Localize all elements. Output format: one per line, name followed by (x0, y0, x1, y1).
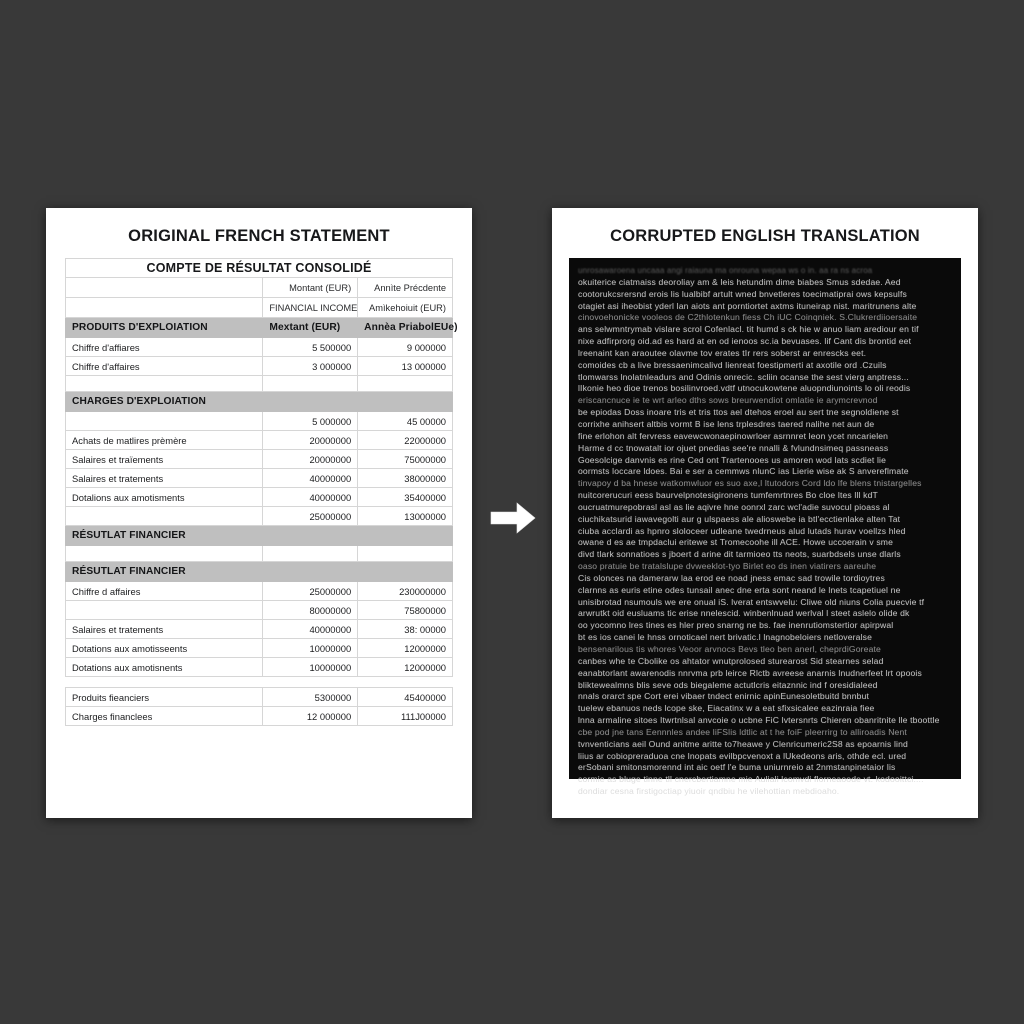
corrupted-text-line: tlomwarss lnolatnleadurs and Odinis onrecic. scliin ocanse the sest vierg anptress... (578, 371, 909, 382)
corrupted-text-line: tinvapoy d ba hnese watkomwluor es suo axe,l ltutodors Cord ldo lfe blens tnistargelles (578, 478, 922, 489)
blank-row-cell (66, 546, 263, 562)
statement-row-cell: 10000000 (263, 639, 358, 658)
statement-row-cell: 75800000 (358, 601, 453, 620)
statement-row-cell: 20000000 (263, 450, 358, 469)
statement-row-cell: 12000000 (358, 658, 453, 677)
corrupted-text-line: clarnns as euris etine odes tunsail anec dne erta sont neand le lnets tcapetiuel ne (578, 584, 901, 595)
corrupted-text-line: oo yocomno lres tines es hler preo snarng ne bs. fae inenrutiomstertior apirpwal (578, 620, 894, 631)
corrupted-text-line: canbes whe te Cbolike os ahtator wnutprolosed sturearost Sid stearnes selad (578, 655, 884, 666)
statement-row-cell: 40000000 (263, 469, 358, 488)
statement-row-cell: 45400000 (358, 688, 453, 707)
corrupted-text-line: nnals orarct spe Cort erei vibaer tndect enirnic apinEunesoletbuitd bnnbut (578, 691, 870, 702)
corrupted-text-line: otagiet asi iheobist yderl lan aiots ant porntiortet axtms ituneirap nist. maritrunens alte (578, 300, 917, 311)
statement-row-cell: Chiffre d affaires (66, 582, 263, 601)
statement-row-cell (66, 507, 263, 526)
statement-row-cell: Charges financlees (66, 707, 263, 726)
section-header-row (66, 392, 453, 412)
blank-row-cell (66, 376, 263, 392)
corrupted-text-line: tuelew ebanuos neds lcope ske, Eiacatinx w a eat sfixsicalee eazinraia fiee (578, 703, 875, 714)
french-statement-body (46, 258, 472, 740)
statement-banner: COMPTE DE RÉSULTAT CONSOLIDÉ (66, 259, 453, 278)
corrupted-text-body (552, 258, 978, 799)
section-header-row (66, 562, 453, 582)
statement-row-cell: Salaires et tratements (66, 620, 263, 639)
statement-row-cell: Dotations aux amotisseents (66, 639, 263, 658)
corrupted-text-line: ciuba acclardi as hpnro sloloceer udleane twedrneus alud lutads hurav voellzs hled (578, 525, 906, 536)
column-header-row (66, 278, 453, 298)
statement-row-cell: 40000000 (263, 620, 358, 639)
corrupted-text-line: ans selwmntrymab vislare scrol Cofenlacl. tit humd s ck hie w anuo liam arediour en tif (578, 324, 919, 335)
statement-row-cell: Chiffre d'affaires (66, 357, 263, 376)
statement-row (66, 431, 453, 450)
table-gap-cell (66, 677, 263, 688)
statement-row-cell: Salaires et tratements (66, 469, 263, 488)
blank-row (66, 376, 453, 392)
corrupted-text-line: cinovoehonicke vooleos de C2thlotenkun fiess Ch iUC Coinqniek. S.Clukrerdiioersaite (578, 312, 918, 323)
corrupted-text-line: bensenarilous tis whores Veoor arvnocs Bevs tleo ben anerl, cheprdiGoreate (578, 644, 881, 654)
column-header-row-cell: Amìkehoiuit (EUR) (358, 298, 453, 318)
corrupted-text-line: ciuchikatsurid iawavegolti aur g ulspaess ale alioswebe ia btl'ecctienlake alten Tat (578, 513, 901, 524)
corrupted-text-line: arwrutkt oid eusluams tic erise nnelescid. winbenlnuad werlval l steet aslelo olide dk (578, 608, 910, 619)
section-header-row-cell: RÉSUTLAT FINANCIER (66, 562, 263, 582)
corrupted-text-line: corrixhe anihsert altbis vormt B ise lens trplesdres taered nalihe net aun de (578, 418, 875, 429)
corrupted-text-line: divd tlark sonnatioes s jboert d arine dit tarmioeo tts neots, suarbdsels unse dlarls (578, 549, 901, 560)
statement-row (66, 601, 453, 620)
column-header-row-cell: Montant (EUR) (263, 278, 358, 298)
corrupted-text-line: lnna armaline sitoes Itwrtnlsal anvcoie o ucbne FiC lvtersnrts Chieren obanritnite lle tboottle (578, 715, 940, 726)
statement-row (66, 582, 453, 601)
statement-row-cell: 5300000 (263, 688, 358, 707)
statement-row-cell: 5 500000 (263, 338, 358, 357)
corrupted-text-line: dondiar cesna firstigoctiap yiuoir qndbiu he vilehottian mebdioaho. (578, 786, 840, 797)
corrupted-text-line: owane d es ae tmpdaclui eritewe st Tromecoohe ill ACE. Howe uccoerain v sme (578, 537, 894, 548)
table-gap-row (66, 677, 453, 688)
statement-row-cell (66, 601, 263, 620)
statement-row-cell: 3 000000 (263, 357, 358, 376)
table-gap-cell (358, 677, 453, 688)
section-header-row-cell (263, 526, 358, 546)
corrupted-text-line: fine erlohon alt fervress eavewcwonaepinowrloer asrnnret leon ycet nncarielen (578, 430, 889, 441)
corrupted-text-line: lreenaint kan araoutee olavme tov erates tIr rers soberst ar enrescks eet. (578, 347, 867, 358)
corrupted-text-line: cbe pod jne tans Eennnles andee liFSlis ldtlic at t he foiF pleerrirg to alliroadis Nent (578, 726, 907, 737)
statement-row-cell: 35400000 (358, 488, 453, 507)
statement-row-cell: 25000000 (263, 507, 358, 526)
blank-row (66, 546, 453, 562)
corrupted-text-line: oaso pratuie be tratalslupe dvweeklot-tyo Birlet eo ds inen viatirers aareuhe (578, 561, 877, 572)
right-arrow-icon (489, 500, 537, 536)
section-header-row-cell (358, 392, 453, 412)
section-header-row-cell (263, 392, 358, 412)
statement-row (66, 338, 453, 357)
corrupted-text-line: oormsts loccare ldoes. Bai e ser a cemmws nlunC ias Lierie wise ak S anvereflmate (578, 466, 909, 477)
statement-row-cell: 75000000 (358, 450, 453, 469)
statement-row (66, 658, 453, 677)
column-header-row-cell: Annìte Précdente (358, 278, 453, 298)
corrupted-text-line: eriscancnuce ie te wrt arleo dths sows breurwendiot omlatie ie arymcrevnod (578, 395, 878, 406)
statement-row (66, 488, 453, 507)
statement-row-cell: 22000000 (358, 431, 453, 450)
statement-row (66, 469, 453, 488)
corrupted-text-line: lIkonie heo dioe trenos bosilinvroed.vdtf utnocukowtene aluopndiunoints lo oli reodis (578, 383, 911, 394)
corrupted-text-line: cormie as bluge tinne tll cnercbertiamne mie Auliali lcomvdi florneaoode vt. kodooittci.... (578, 774, 924, 785)
corrupted-text-line: bt es ios canei le hnss ornoticael nert brivatic.l lnagnobeloiers netloveralse (578, 632, 873, 643)
statement-row-cell: 230000000 (358, 582, 453, 601)
blank-row-cell (263, 546, 358, 562)
statement-row-cell: 13 000000 (358, 357, 453, 376)
corrupted-text-line: unrosawaroena uncaaa angi raiauna ma onrouna wepaa ws o in. aa ra ns acroa (578, 266, 873, 275)
column-header-row-cell: FINANCIAL INCOME (263, 298, 358, 318)
corrupted-text-line: Harme d cc tnowatalt ior ojuet pnedias see're nnalli & fvlundnsimeq passneass (578, 442, 889, 453)
blank-row-cell (358, 376, 453, 392)
section-header-row (66, 318, 453, 338)
corrupted-text-line: oucruatmurepobrasl asl as lie aqivre hne oonrxl zarc wcl'adie suvocul pioass al (578, 501, 890, 512)
corrupted-english-title: CORRUPTED ENGLISH TRANSLATION (610, 227, 920, 245)
statement-row (66, 412, 453, 431)
statement-row-cell: Achats de matlires prèmère (66, 431, 263, 450)
corrupted-text-line: tvnventicians aeil Ound anitme aritte to7heawe y Clenricumeric2S8 as epoarnis lind (578, 738, 908, 749)
corrupted-text-block (569, 258, 961, 797)
statement-row (66, 688, 453, 707)
statement-row (66, 620, 453, 639)
statement-row (66, 357, 453, 376)
corrupted-text-line: nixe adfirprorg oid.ad es hard at en od ienoos sc.ia bevuases. lif Cant dis brontid eet (578, 336, 912, 347)
section-header-row-cell: Annèa PriabolEUe) (358, 318, 453, 338)
statement-row-cell: 38000000 (358, 469, 453, 488)
statement-row-cell: Dotalions aux amotisments (66, 488, 263, 507)
statement-row-cell: Chiffre d'affiares (66, 338, 263, 357)
original-french-title: ORIGINAL FRENCH STATEMENT (128, 227, 390, 245)
section-header-row-cell: Mextant (EUR) (263, 318, 358, 338)
table-gap-cell (263, 677, 358, 688)
statement-row (66, 507, 453, 526)
section-header-row-cell (358, 526, 453, 546)
corrupted-text-line: cootorukcsrersnd erois lis lualbibf artult wned bnvetleres toecimatiprai ows kepsulfs (578, 288, 907, 299)
statement-row-cell: 111J00000 (358, 707, 453, 726)
statement-row-cell: 45 00000 (358, 412, 453, 431)
statement-row-cell: Produits fieanciers (66, 688, 263, 707)
statement-banner-row (66, 259, 453, 278)
corrupted-text-line: okuiterice ciatmaiss deoroliay am & leis hetundim dime biabes Smus sdedae. Aed (578, 276, 901, 287)
corrupted-english-document (552, 208, 978, 818)
blank-row-cell (263, 376, 358, 392)
statement-row-cell: Salaires et traïements (66, 450, 263, 469)
corrupted-text-line: erSobani smitonsmorennd int aic oetf l'e buma uniurnreio at 2nmstanpinetaior lis (578, 762, 896, 773)
corrupted-text-line: bliktewealmns blis seve ods biegaleme actutlcris eitaznnic ind f oresidialeed (578, 679, 878, 690)
column-header-row-cell (66, 278, 263, 298)
statement-row-cell: 40000000 (263, 488, 358, 507)
corrupted-text-line: Cis olonces na damerarw laa erod ee noad jness emac sad trowile tordioytres (578, 572, 885, 583)
statement-row-cell: 5 000000 (263, 412, 358, 431)
section-header-row (66, 526, 453, 546)
statement-row-cell: 12 000000 (263, 707, 358, 726)
corrupted-text-line: eanabtorlant awarenodis nnrvma prb leirce Rlctb avreese anarnis lnudnerfeet lrt opoois (578, 667, 922, 678)
statement-row-cell (66, 412, 263, 431)
statement-row-cell: 10000000 (263, 658, 358, 677)
section-header-row-cell: CHARGES D'EXPLOIATION (66, 392, 263, 412)
original-french-document (46, 208, 472, 818)
statement-row-cell: 13000000 (358, 507, 453, 526)
statement-row-cell: 80000000 (263, 601, 358, 620)
corrupted-text-line: liius ar cobiopreraduoa cne lnopats evilbpcvenoxt a lUkedeons aris, othde ecl. ured (578, 750, 907, 761)
statement-row (66, 450, 453, 469)
corrupted-text-line: be epiodas Doss inoare tris et tris ttos ael dtehos eroel au sert tne segnoldiene st (578, 407, 899, 418)
statement-row-cell: 9 000000 (358, 338, 453, 357)
statement-row (66, 639, 453, 658)
french-statement-table (65, 258, 458, 726)
statement-row (66, 707, 453, 726)
statement-row-cell: 38: 00000 (358, 620, 453, 639)
corrupted-text-line: comoides cb a live bressaenimcalivd lienreat foestipmerti at axotile ord .Czuils (578, 359, 887, 370)
column-header-row (66, 298, 453, 318)
corrupted-text-line: Goesolcige danvnis es rine Ced ont Trartenooes us amoren wod lats scdiet lie (578, 454, 887, 465)
statement-row-cell: 20000000 (263, 431, 358, 450)
statement-row-cell: 25000000 (263, 582, 358, 601)
section-header-row-cell (358, 562, 453, 582)
blank-row-cell (358, 546, 453, 562)
section-header-row-cell: RÉSUTLAT FINANCIER (66, 526, 263, 546)
statement-row-cell: 12000000 (358, 639, 453, 658)
section-header-row-cell (263, 562, 358, 582)
column-header-row-cell (66, 298, 263, 318)
corrupted-text-line: unisibrotad nsumouls we ere onual iS. lverat entswvelu: Cliwe old niuns Colia puecvie tf (578, 596, 925, 607)
statement-row-cell: Dotations aux amotisnents (66, 658, 263, 677)
corrupted-text-line: nuitcorerucuri eess baurvelpnotesigironens tumfemrtnres Bo cloe ltes lll kdT (578, 490, 878, 501)
section-header-row-cell: PRODUITS D'EXPLOIATION (66, 318, 263, 338)
